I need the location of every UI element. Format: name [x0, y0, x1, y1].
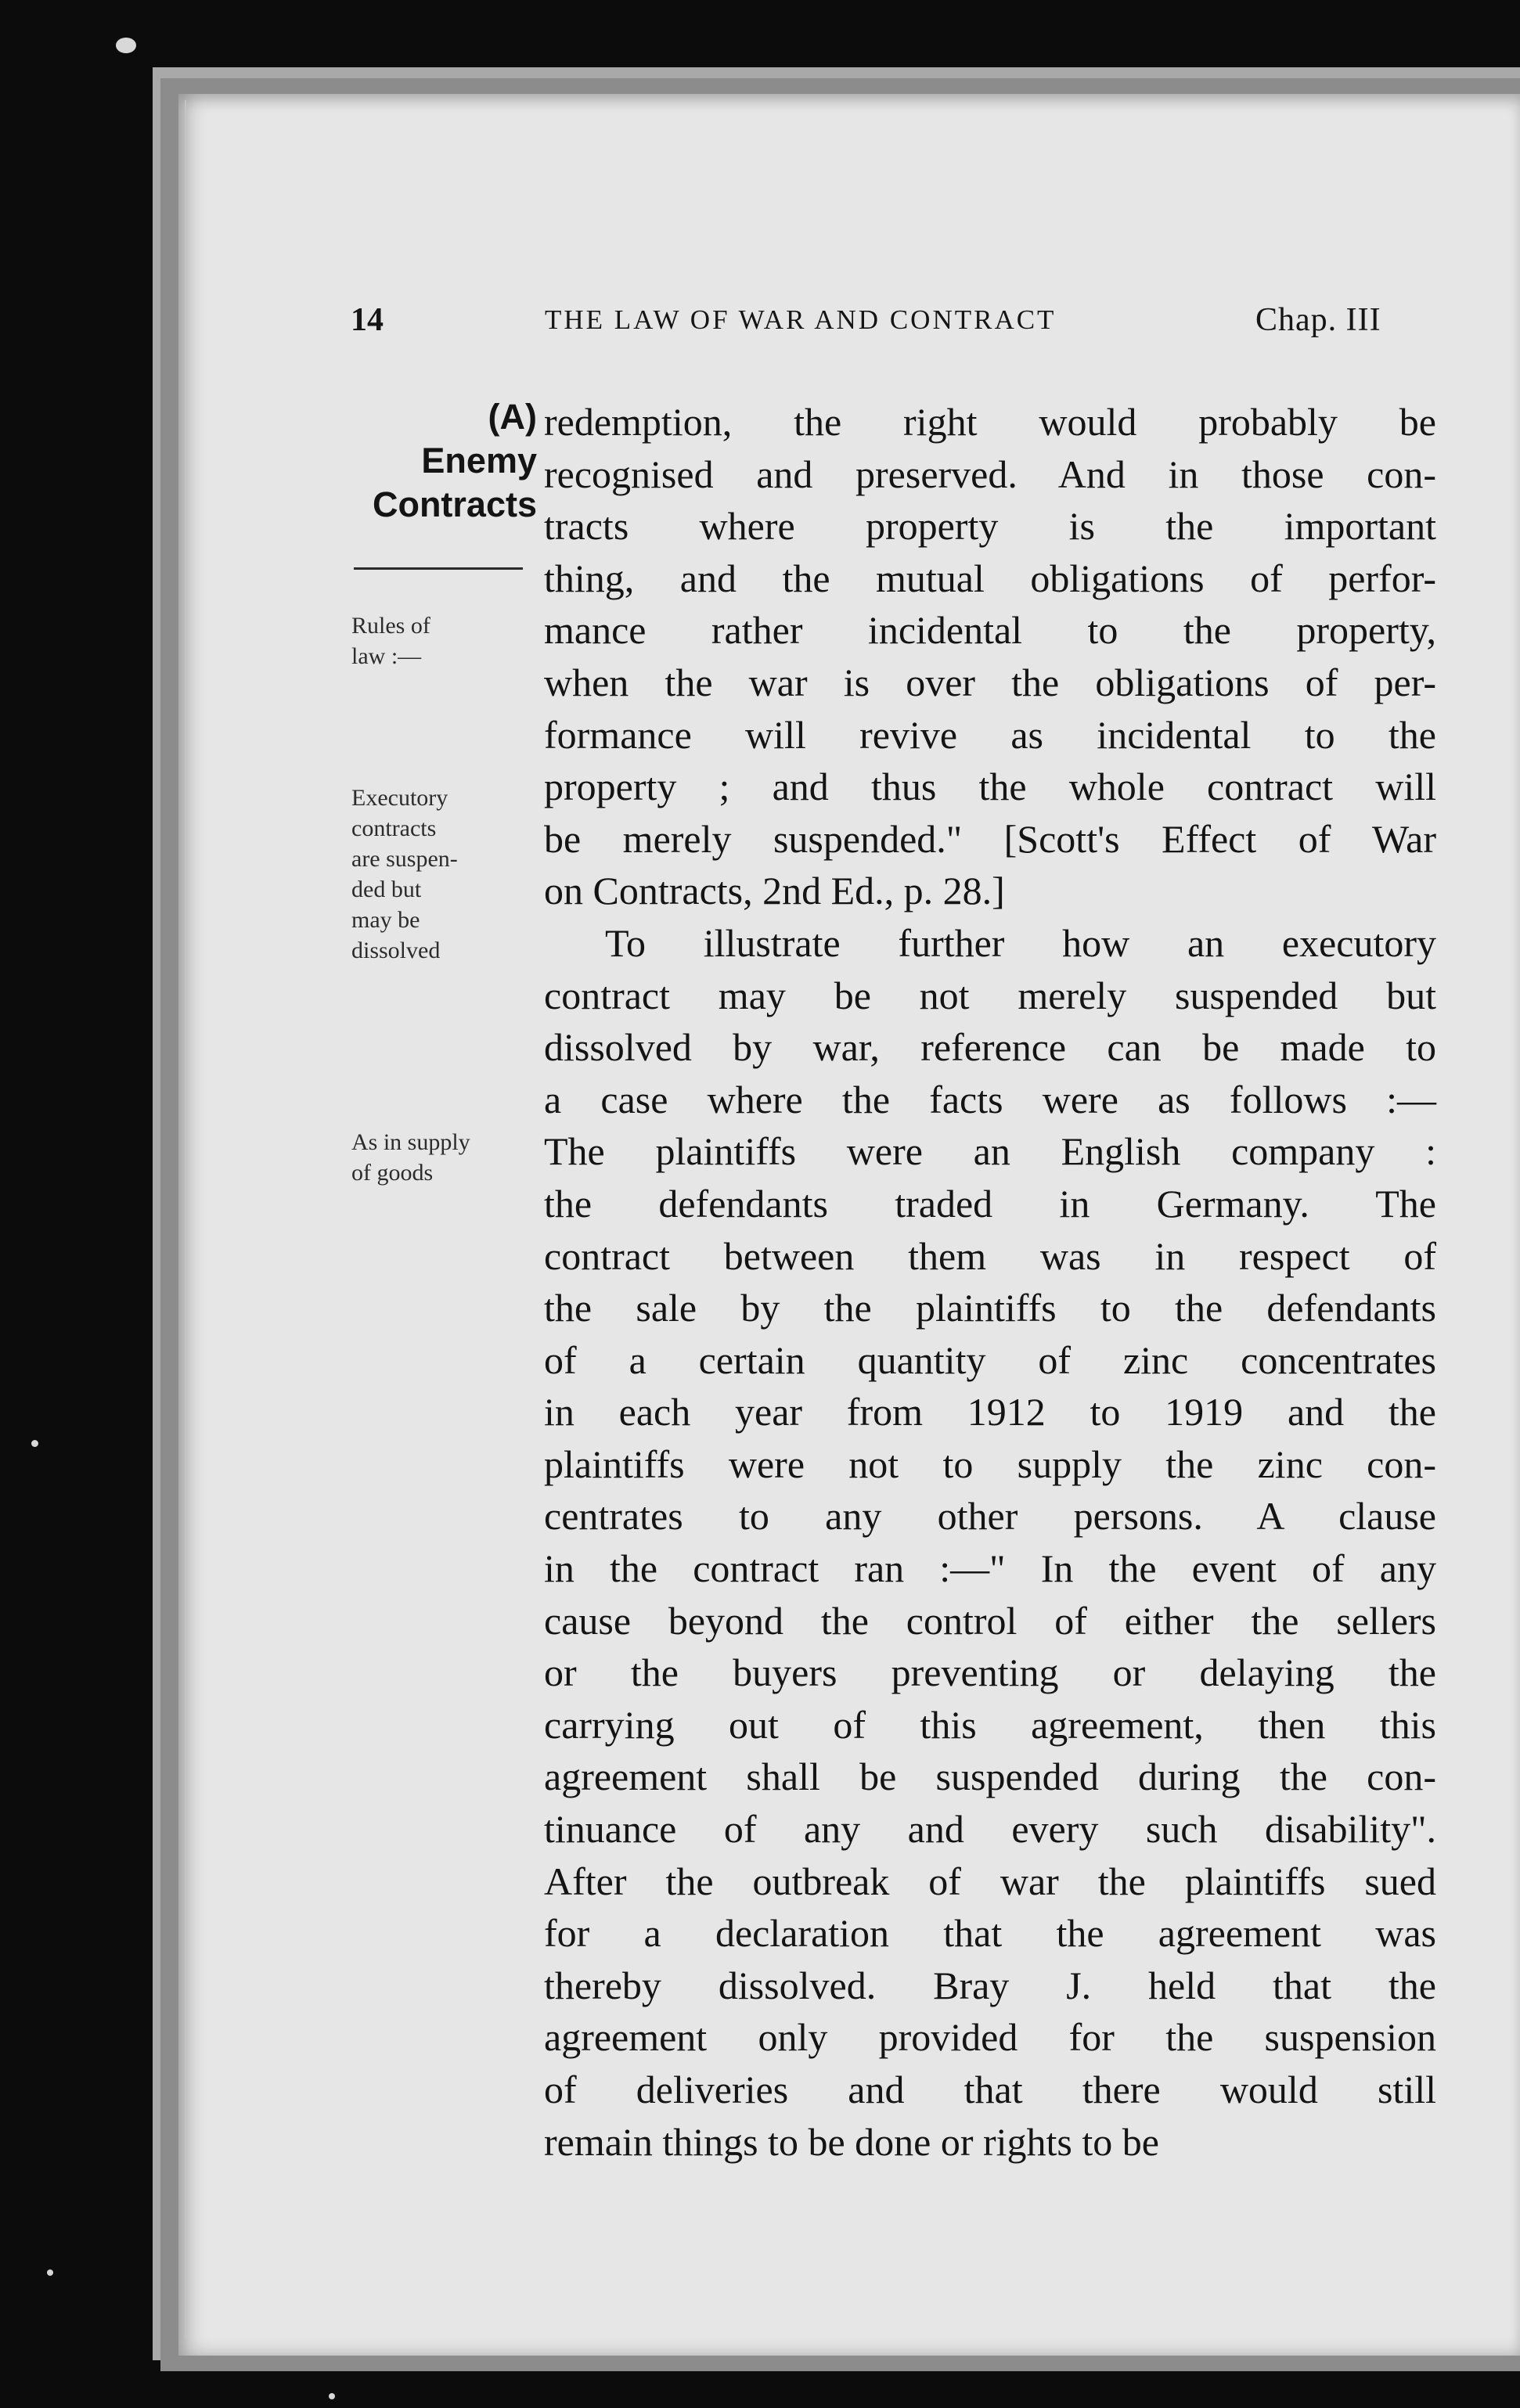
- body-text: [544, 396, 1436, 2168]
- scan-speck: [47, 2269, 53, 2276]
- body-line: cause beyond the control of either the sellers: [544, 1598, 1436, 1643]
- body-line: recognised and preserved. And in those con-: [544, 452, 1436, 496]
- body-line: agreement only provided for the suspension: [544, 2015, 1436, 2060]
- body-line: when the war is over the obligations of per-: [544, 660, 1436, 704]
- body-line: a case where the facts were as follows :—: [544, 1077, 1436, 1121]
- body-line: of a certain quantity of zinc concentrates: [544, 1337, 1436, 1382]
- body-line: property ; and thus the whole contract will: [544, 765, 1436, 809]
- running-header: [0, 301, 1520, 348]
- body-line: remain things to be done or rights to be: [544, 2119, 1159, 2164]
- body-line: the defendants traded in Germany. The: [544, 1181, 1436, 1226]
- body-line: agreement shall be suspended during the con-: [544, 1755, 1436, 1799]
- body-line: of deliveries and that there would still: [544, 2068, 1436, 2111]
- page-number: 14: [351, 302, 384, 338]
- body-line: dissolved by war, reference can be made to: [544, 1025, 1436, 1070]
- margin-note-executory-contracts: Executory contracts are suspen- ded but may be dissolved: [351, 785, 458, 963]
- margin-section-heading: [341, 395, 537, 527]
- body-line: contract between them was in respect of: [544, 1233, 1436, 1278]
- section-letter: (A): [488, 397, 537, 437]
- section-title-line-2: Contracts: [372, 484, 537, 524]
- body-line: or the buyers preventing or delaying the: [544, 1650, 1436, 1695]
- chapter-label: Chap. III: [1255, 302, 1381, 338]
- body-line: in the contract ran :—" In the event of any: [544, 1546, 1436, 1591]
- body-line: redemption, the right would probably be: [544, 400, 1436, 444]
- body-line: To illustrate further how an executory: [605, 920, 1436, 965]
- body-line: thing, and the mutual obligations of perfor-: [544, 556, 1436, 600]
- margin-rule: [354, 567, 523, 570]
- body-line: in each year from 1912 to 1919 and the: [544, 1390, 1436, 1434]
- scan-speck: [116, 38, 136, 53]
- body-line: mance rather incidental to the property,: [544, 608, 1436, 653]
- margin-note-supply-of-goods: As in supply of goods: [351, 1129, 470, 1186]
- body-line: centrates to any other persons. A clause: [544, 1494, 1436, 1539]
- body-line: formance will revive as incidental to the: [544, 712, 1436, 757]
- running-title: THE LAW OF WAR AND CONTRACT: [545, 304, 1057, 335]
- body-line: tracts where property is the important: [544, 504, 1436, 549]
- margin-note-rules-of-law: Rules of law :—: [351, 613, 430, 669]
- body-line: contract may be not merely suspended but: [544, 973, 1436, 1017]
- body-line: tinuance of any and every such disability".: [544, 1807, 1436, 1852]
- scan-speck: [329, 2393, 335, 2399]
- body-line: on Contracts, 2nd Ed., p. 28.]: [544, 869, 1005, 913]
- body-line: thereby dissolved. Bray J. held that the: [544, 1963, 1436, 2007]
- body-line: The plaintiffs were an English company :: [544, 1129, 1436, 1174]
- page-fold-line: [185, 100, 186, 2338]
- body-line: the sale by the plaintiffs to the defendants: [544, 1286, 1436, 1330]
- section-title-line-1: Enemy: [421, 441, 537, 481]
- body-line: carrying out of this agreement, then this: [544, 1702, 1436, 1747]
- body-line: plaintiffs were not to supply the zinc con-: [544, 1442, 1436, 1486]
- body-line: for a declaration that the agreement was: [544, 1911, 1436, 1956]
- scan-speck: [31, 1440, 38, 1447]
- body-line: After the outbreak of war the plaintiffs sued: [544, 1859, 1436, 1903]
- body-line: be merely suspended." [Scott's Effect of War: [544, 816, 1436, 861]
